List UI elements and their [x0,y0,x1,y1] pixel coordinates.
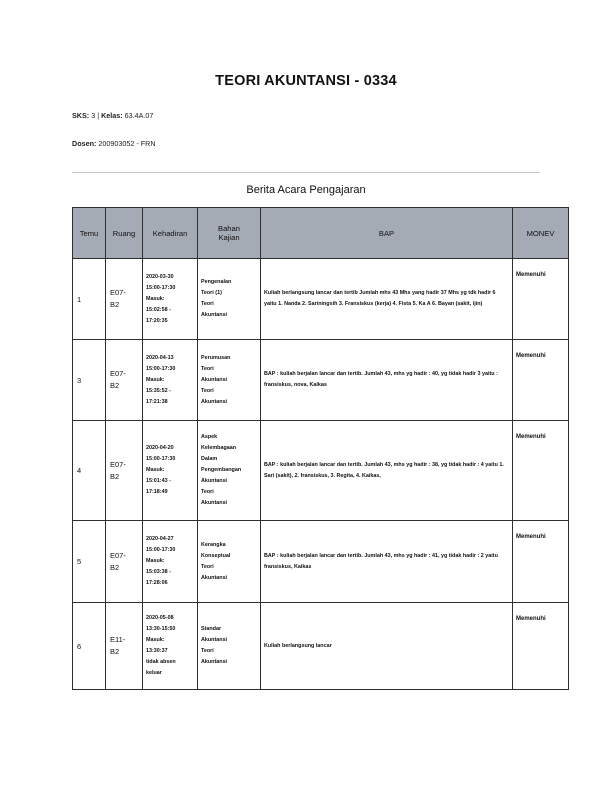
cell-monev: Memenuhi [513,259,569,340]
table-row [73,521,569,603]
header-bahan-kajian: Bahan Kajian [198,208,261,259]
cell-monev: Memenuhi [513,603,569,690]
course-meta [72,111,153,120]
sks-label: SKS: [72,111,90,120]
cell-monev: Memenuhi [513,521,569,603]
section-title: Berita Acara Pengajaran [246,184,366,196]
header-ruang: Ruang [106,208,143,259]
cell-kehadiran: 2020-04-27 15:00-17:30 Masuk: 15:03:38 - 17:28:06 [143,521,198,603]
cell-ruang: E07- B2 [106,421,143,521]
header-bap: BAP [261,208,513,259]
cell-ruang: E11- B2 [106,603,143,690]
header-kehadiran: Kehadiran [143,208,198,259]
teaching-report-table [72,207,569,690]
cell-bahan-kajian: Kerangka Konseptual Teori Akuntansi [198,521,261,603]
cell-temu: 3 [73,340,106,421]
table-row [73,603,569,690]
cell-ruang: E07- B2 [106,259,143,340]
cell-kehadiran: 2020-04-13 15:00-17:30 Masuk: 15:35:52 - 17:21:38 [143,340,198,421]
cell-bahan-kajian: Perumusan Teori Akuntansi Teori Akuntansi [198,340,261,421]
divider [72,172,540,173]
meta-separator: | [97,111,100,120]
dosen-label: Dosen: [72,139,97,148]
cell-bap: BAP : kuliah berjalan lancar dan tertib. Jumlah 43, mhs yg hadir : 41, yg tidak hadir : 2 yaitu fransiskus, Kaikas [261,521,513,603]
course-title: TEORI AKUNTANSI - 0334 [215,73,397,89]
cell-ruang: E07- B2 [106,340,143,421]
table-header-row [73,208,569,259]
kelas-label: Kelas: [101,111,123,120]
header-monev: MONEV [513,208,569,259]
cell-kehadiran: 2020-04-20 15:00-17:30 Masuk: 15:01:43 - 17:18:49 [143,421,198,521]
cell-kehadiran: 2020-05-08 13:30-15:50 Masuk: 13:30:37 tidak absen keluar [143,603,198,690]
cell-bap: Kuliah berlangsung lancar dan tertib Jumlah mhs 43 Mhs yang hadir 37 Mhs yg tdk hadir 6 yaitu 1. Nanda 2. Sariningsih 3. Fransiskus (kerja) 4. Fista 5. Ka A 6. Bayan (sakit, ijin) [261,259,513,340]
cell-bahan-kajian: Standar Akuntansi Teori Akuntansi [198,603,261,690]
cell-temu: 5 [73,521,106,603]
header-temu: Temu [73,208,106,259]
cell-temu: 6 [73,603,106,690]
cell-temu: 1 [73,259,106,340]
cell-kehadiran: 2020-03-30 15:00-17:30 Masuk: 15:02:58 - 17:20:35 [143,259,198,340]
kelas-value: 63.4A.07 [124,111,154,120]
cell-monev: Memenuhi [513,340,569,421]
cell-ruang: E07- B2 [106,521,143,603]
cell-bap: Kuliah berlangsung lancar [261,603,513,690]
cell-bap: BAP : kuliah berjalan lancar dan tertib. Jumlah 43, mhs yg hadir : 40, yg tidak hadir 3 yaitu : fransiskus, nova, Kaikas [261,340,513,421]
lecturer-meta [72,139,156,148]
cell-bap: BAP : kuliah berjalan lancar dan tertib. Jumlah 43, mhs yg hadir : 38, yg tidak hadir : 4 yaitu 1. Sari (sakit), 2. fransiskus, 3. Regita, 4. Kaikas, [261,421,513,521]
cell-bahan-kajian: Pengenalan Teori (1) Teori Akuntansi [198,259,261,340]
cell-temu: 4 [73,421,106,521]
dosen-value: 200903052 - FRN [98,139,156,148]
cell-bahan-kajian: Aspek Kelembagaan Dalam Pengembangan Akuntansi Teori Akuntansi [198,421,261,521]
table-row [73,259,569,340]
table-row [73,421,569,521]
sks-value: 3 [91,111,96,120]
table-row [73,340,569,421]
cell-monev: Memenuhi [513,421,569,521]
